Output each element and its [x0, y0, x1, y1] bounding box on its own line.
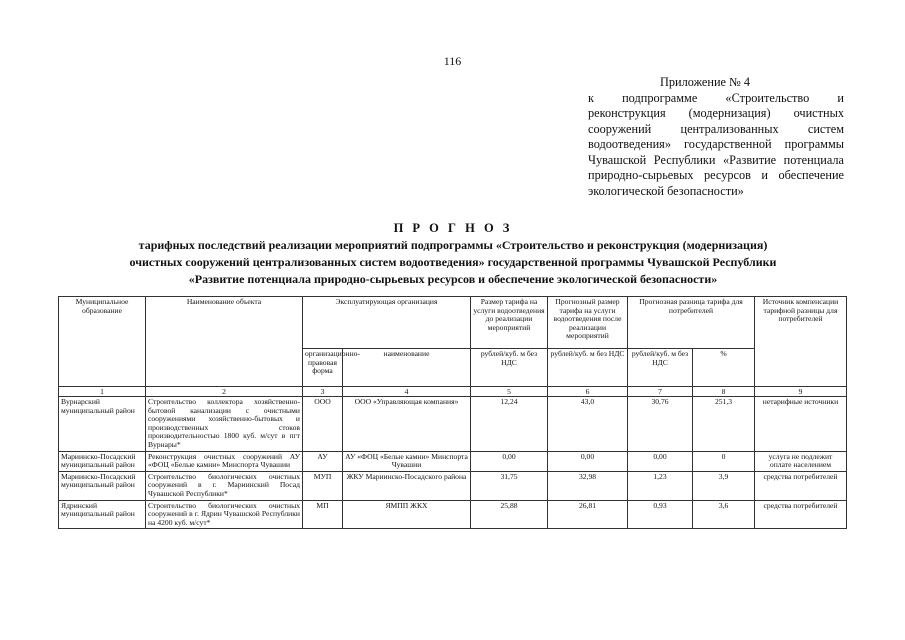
cell-diff: 0,93 [628, 500, 693, 529]
header-tariff-before: Размер тарифа на услуги водоотведения до реализации мероприятий [471, 297, 548, 349]
cell-source: средства потребителей [755, 471, 847, 500]
cell-form: МП [303, 500, 343, 529]
header-tariff-forecast: Прогнозный размер тарифа на услуги водоотведения после реализации мероприятий [548, 297, 628, 349]
header-percent: % [693, 349, 755, 387]
cell-source: средства потребителей [755, 500, 847, 529]
col-num: 2 [146, 387, 303, 397]
header-name: наименование [343, 349, 471, 387]
appendix-body: к подпрограмме «Строительство и реконструкция (модернизация) очистных сооружений централизованных систем водоотведения» государственной программы Чувашской Республики «Развитие потенциала природно-сырьевых ресурсов и обеспечение экологической безопасности» [588, 90, 844, 198]
cell-pct: 0 [693, 451, 755, 471]
cell-diff: 30,76 [628, 397, 693, 452]
cell-diff: 0,00 [628, 451, 693, 471]
header-source: Источник компенсации тарифной разницы для потребителей [755, 297, 847, 387]
cell-source: услуга не подлежит оплате населением [755, 451, 847, 471]
cell-pct: 251,3 [693, 397, 755, 452]
cell-forecast: 32,98 [548, 471, 628, 500]
table-row [59, 451, 847, 471]
cell-before: 12,24 [471, 397, 548, 452]
cell-object: Реконструкция очистных сооружений АУ «ФОЦ «Белые камни» Минспорта Чувашии [146, 451, 303, 471]
cell-object: Строительство биологических очистных сооружений в г. Ядрин Чувашской Республики на 4200 куб. м/сут* [146, 500, 303, 529]
col-num: 3 [303, 387, 343, 397]
cell-name: ООО «Управляющая компания» [343, 397, 471, 452]
table-row [59, 471, 847, 500]
cell-object: Строительство биологических очистных сооружений в г. Мариинский Посад Чувашской Республики* [146, 471, 303, 500]
heading-title: П Р О Г Н О З [393, 221, 513, 235]
cell-municipality: Мариинско-Посадский муниципальный район [59, 471, 146, 500]
cell-name: АУ «ФОЦ «Белые камни» Минспорта Чувашии [343, 451, 471, 471]
header-operator: Эксплуатирующая организация [303, 297, 471, 349]
cell-forecast: 43,0 [548, 397, 628, 452]
header-legal-form: организационно-правовая форма [303, 349, 343, 387]
table-row [59, 397, 847, 452]
col-num: 8 [693, 387, 755, 397]
cell-form: ООО [303, 397, 343, 452]
col-num: 5 [471, 387, 548, 397]
cell-name: ЯМПП ЖКХ [343, 500, 471, 529]
cell-forecast: 26,81 [548, 500, 628, 529]
cell-pct: 3,9 [693, 471, 755, 500]
header-object: Наименование объекта [146, 297, 303, 387]
cell-source: нетарифные источники [755, 397, 847, 452]
forecast-table [58, 296, 847, 529]
column-numbers-row [59, 387, 847, 397]
page-number: 116 [443, 54, 462, 68]
cell-form: АУ [303, 451, 343, 471]
table-row [59, 500, 847, 529]
cell-before: 31,75 [471, 471, 548, 500]
cell-before: 25,88 [471, 500, 548, 529]
heading-line-2: очистных сооружений централизованных систем водоотведения» государственной программы Чувашской Республики [129, 255, 777, 269]
header-unit-before: рублей/куб. м без НДС [471, 349, 548, 387]
heading-line-3: «Развитие потенциала природно-сырьевых ресурсов и обеспечение экологической безопасности» [188, 272, 718, 286]
appendix-title: Приложение № 4 [660, 75, 751, 89]
document-heading [60, 220, 846, 288]
cell-name: ЖКУ Мариинско-Посадского района [343, 471, 471, 500]
heading-line-1: тарифных последствий реализации мероприятий подпрограммы «Строительство и реконструкция (модернизация) [138, 238, 768, 252]
cell-form: МУП [303, 471, 343, 500]
cell-pct: 3,6 [693, 500, 755, 529]
cell-municipality: Вурнарский муниципальный район [59, 397, 146, 452]
col-num: 1 [59, 387, 146, 397]
col-num: 6 [548, 387, 628, 397]
header-unit-diff: рублей/куб. м без НДС [628, 349, 693, 387]
col-num: 9 [755, 387, 847, 397]
cell-diff: 1,23 [628, 471, 693, 500]
col-num: 4 [343, 387, 471, 397]
header-unit-forecast: рублей/куб. м без НДС [548, 349, 628, 387]
cell-forecast: 0,00 [548, 451, 628, 471]
cell-municipality: Ядринский муниципальный район [59, 500, 146, 529]
appendix-block [588, 75, 844, 199]
header-municipality: Муниципальное образование [59, 297, 146, 387]
col-num: 7 [628, 387, 693, 397]
cell-object: Строительство коллектора хозяйственно-бытовой канализации с очистными сооружениями хозяйственно-бытовых и производственных стоков производительностью 1800 куб. м/сут в пгт Вурнары* [146, 397, 303, 452]
header-difference: Прогнозная разница тарифа для потребителей [628, 297, 755, 349]
cell-municipality: Мариинско-Посадский муниципальный район [59, 451, 146, 471]
header-row-1 [59, 297, 847, 349]
cell-before: 0,00 [471, 451, 548, 471]
